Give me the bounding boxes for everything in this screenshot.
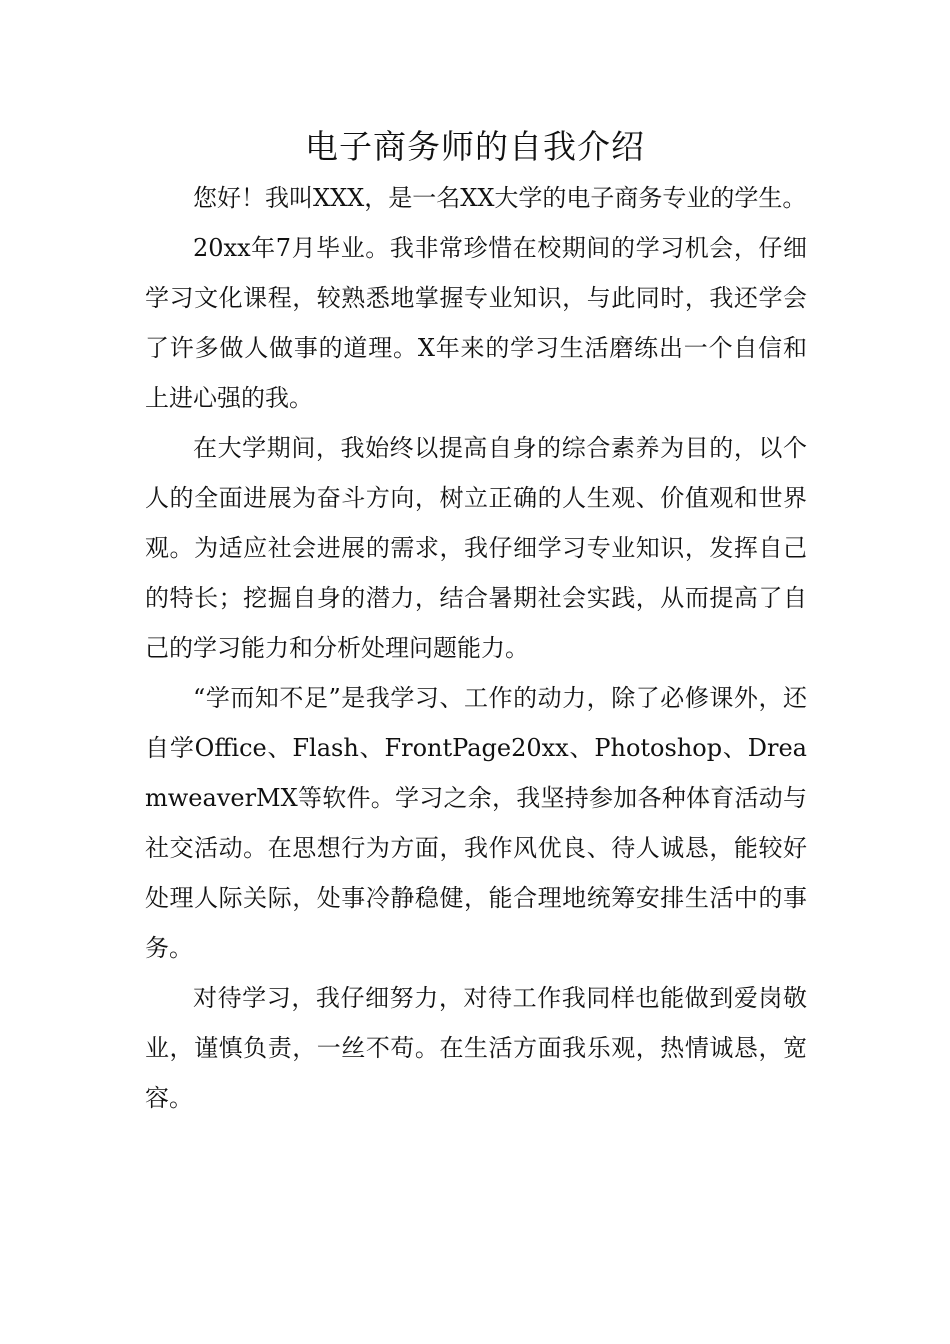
paragraph-attitude: 对待学习，我仔细努力，对待工作我同样也能做到爱岗敬业，谨慎负责，一丝不苟。在生活方面我乐观，热情诚恳，宽容。 [145, 984, 807, 1112]
document-body [145, 173, 807, 1123]
paragraph-skills: “学而知不足”是我学习、工作的动力，除了必修课外，还自学Office、Flash、FrontPage20xx、Photoshop、DreamweaverMX等软件。学习之余，我坚持参加各种体育活动与社交活动。在思想行为方面，我作风优良、待人诚恳，能较好处理人际关际，处事冷静稳健，能合理地统筹安排生活中的事务。 [145, 684, 807, 962]
paragraph-university: 在大学期间，我始终以提高自身的综合素养为目的，以个人的全面进展为奋斗方向，树立正确的人生观、价值观和世界观。为适应社会进展的需求，我仔细学习专业知识，发挥自己的特长；挖掘自身的潜力，结合暑期社会实践，从而提高了自己的学习能力和分析处理问题能力。 [145, 434, 807, 662]
paragraph-graduation: 20xx年7月毕业。我非常珍惜在校期间的学习机会，仔细学习文化课程，较熟悉地掌握专业知识，与此同时，我还学会了许多做人做事的道理。X年来的学习生活磨练出一个自信和上进心强的我。 [145, 234, 807, 412]
document-title: 电子商务师的自我介绍 [305, 127, 645, 166]
paragraph-greeting: 您好！我叫XXX，是一名XX大学的电子商务专业的学生。 [193, 184, 807, 212]
